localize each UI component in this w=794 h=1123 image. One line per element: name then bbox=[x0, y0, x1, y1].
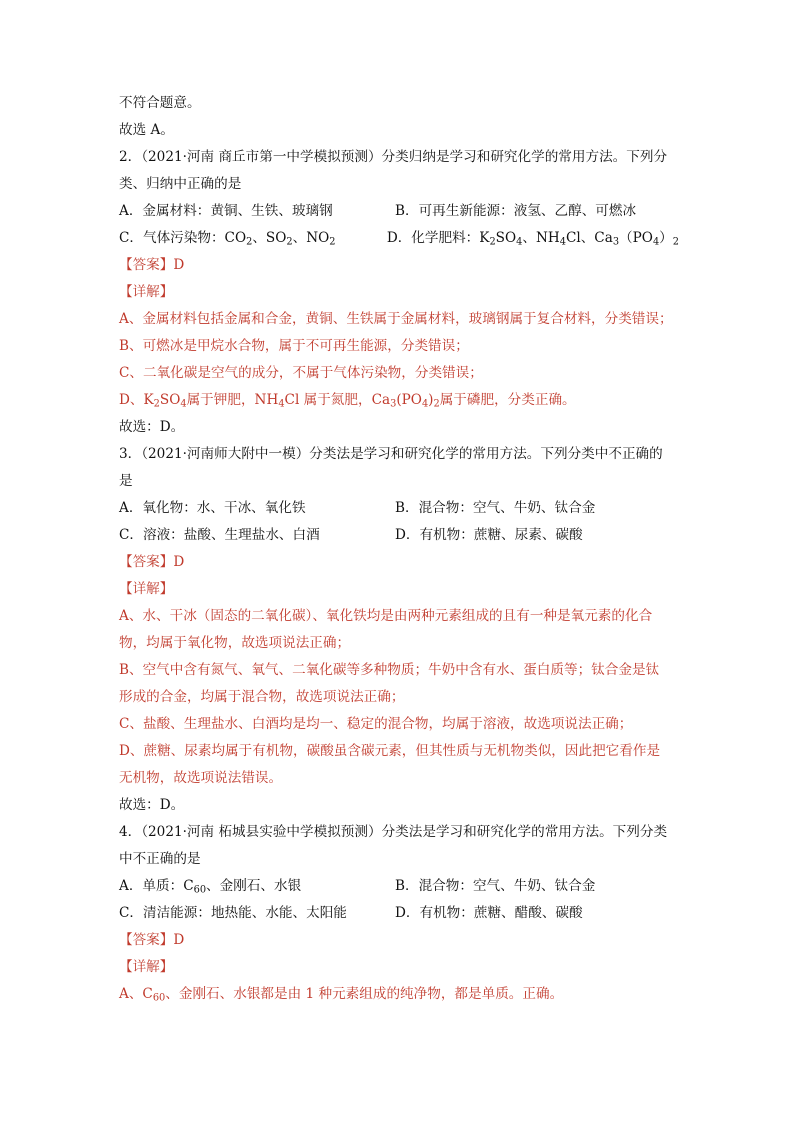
question-3-options-cd bbox=[119, 522, 679, 549]
question-2-options-cd bbox=[119, 225, 679, 252]
option-d: D．化学肥料：$K_2SO_4$、$NH_4Cl$、$Ca_3(PO_4)_2$ bbox=[386, 230, 679, 248]
document-page bbox=[119, 90, 679, 1008]
text-line: 故选 A。 bbox=[119, 122, 174, 138]
answer-label: 【答案】D bbox=[119, 257, 185, 273]
option-b: B．混合物：空气、牛奶、钛合金 bbox=[395, 878, 596, 894]
explanation-line: B、可燃冰是甲烷水合物，属于不可再生能源，分类错误； bbox=[119, 338, 469, 354]
option-c: C．溶液：盐酸、生理盐水、白酒 bbox=[119, 527, 320, 543]
question-4-options-cd bbox=[119, 900, 679, 927]
option-c: C．气体污染物：$CO_2$、$SO_2$、$NO_2$ bbox=[119, 230, 336, 248]
question-3-stem-cont: 是 bbox=[119, 473, 133, 489]
detail-label: 【详解】 bbox=[119, 959, 174, 975]
explanation-line: D、蔗糖、尿素均属于有机物，碳酸虽含碳元素，但其性质与无机物类似，因此把它看作是 bbox=[119, 743, 661, 759]
text-line: 不符合题意。 bbox=[119, 95, 201, 111]
question-4-options-ab bbox=[119, 873, 679, 900]
explanation-line: A、$C_{60}$、金刚石、水银都是由 1 种元素组成的纯净物，都是单质。正确。 bbox=[119, 986, 564, 1004]
answer-label: 【答案】D bbox=[119, 932, 185, 948]
detail-label: 【详解】 bbox=[119, 284, 174, 300]
explanation-line: 形成的合金，均属于混合物，故选项说法正确； bbox=[119, 689, 405, 705]
question-4-stem: 4．（2021·河南 柘城县实验中学模拟预测）分类法是学习和研究化学的常用方法。下列分类 bbox=[119, 824, 668, 840]
explanation-line: 物，均属于氧化物，故选项说法正确； bbox=[119, 635, 351, 651]
explanation-line: 无机物，故选项说法错误。 bbox=[119, 770, 283, 786]
explanation-line: A、水、干冰（固态的二氧化碳）、氧化铁均是由两种元素组成的且有一种是氧元素的化合 bbox=[119, 608, 653, 624]
explanation-line: D、$K_2SO_4$属于钾肥，$NH_4Cl$ 属于氮肥，$Ca_3(PO_4)_2$属于磷肥，分类正确。 bbox=[119, 392, 576, 410]
explanation-line: A、金属材料包括金属和合金，黄铜、生铁属于金属材料，玻璃钢属于复合材料，分类错误； bbox=[119, 311, 673, 327]
choose-line: 故选：D。 bbox=[119, 797, 185, 813]
answer-label: 【答案】D bbox=[119, 554, 185, 570]
option-a: A．氧化物：水、干冰、氧化铁 bbox=[119, 500, 306, 516]
option-a: A．单质：$C_{60}$、金刚石、水银 bbox=[119, 878, 302, 896]
question-4-stem-cont: 中不正确的是 bbox=[119, 851, 201, 867]
question-3-options-ab bbox=[119, 495, 679, 522]
option-a: A．金属材料：黄铜、生铁、玻璃钢 bbox=[119, 203, 333, 219]
explanation-line: C、盐酸、生理盐水、白酒均是均一、稳定的混合物，均属于溶液，故选项说法正确； bbox=[119, 716, 633, 732]
explanation-line: C、二氧化碳是空气的成分，不属于气体污染物，分类错误； bbox=[119, 365, 483, 381]
option-c: C．清洁能源：地热能、水能、太阳能 bbox=[119, 905, 347, 921]
question-2-stem-cont: 类、归纳中正确的是 bbox=[119, 176, 242, 192]
option-b: B．混合物：空气、牛奶、钛合金 bbox=[395, 500, 596, 516]
option-b: B．可再生新能源：液氢、乙醇、可燃冰 bbox=[395, 203, 637, 219]
option-d: D．有机物：蔗糖、尿素、碳酸 bbox=[395, 527, 583, 543]
option-d: D．有机物：蔗糖、醋酸、碳酸 bbox=[395, 905, 583, 921]
explanation-line: B、空气中含有氮气、氧气、二氧化碳等多种物质；牛奶中含有水、蛋白质等；钛合金是钛 bbox=[119, 662, 660, 678]
question-2-options-ab bbox=[119, 198, 679, 225]
question-2-stem: 2．（2021·河南 商丘市第一中学模拟预测）分类归纳是学习和研究化学的常用方法。下列分 bbox=[119, 149, 668, 165]
choose-line: 故选：D。 bbox=[119, 419, 185, 435]
detail-label: 【详解】 bbox=[119, 581, 174, 597]
question-3-stem: 3．（2021·河南师大附中一模）分类法是学习和研究化学的常用方法。下列分类中不正确的 bbox=[119, 446, 663, 462]
